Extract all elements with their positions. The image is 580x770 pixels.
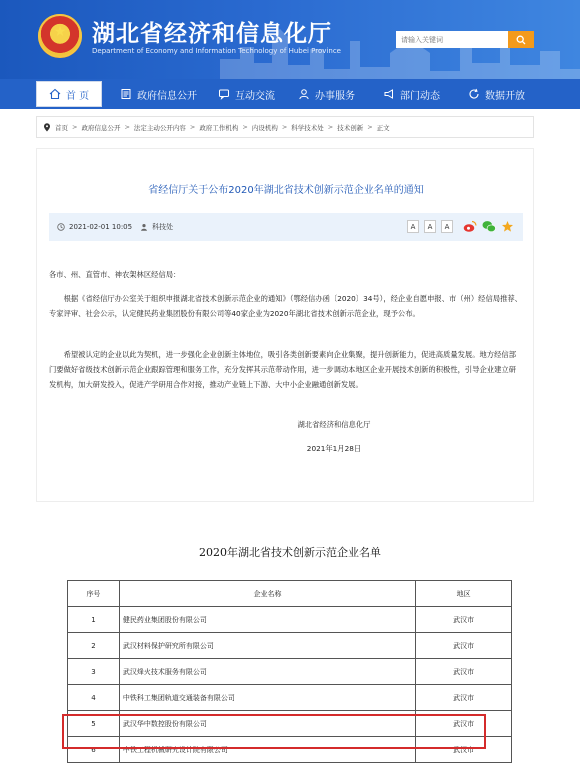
- nav-item-interaction[interactable]: [218, 79, 275, 109]
- refresh-icon: [468, 88, 480, 100]
- row-number: 4: [68, 685, 120, 711]
- signature: 湖北省经济和信息化厅: [297, 420, 371, 429]
- region: 武汉市: [416, 633, 512, 659]
- nav-item-news[interactable]: [383, 79, 440, 109]
- row-number: 5: [68, 711, 120, 737]
- favorite-star-icon[interactable]: [501, 220, 514, 233]
- row-number: 6: [68, 737, 120, 763]
- wechat-share-icon[interactable]: [482, 220, 496, 233]
- table-header-row: [68, 581, 512, 607]
- article-card: [36, 148, 534, 502]
- list-title: 2020年湖北省技术创新示范企业名单: [199, 546, 381, 559]
- company-name: 健民药业集团股份有限公司: [119, 607, 415, 633]
- article-title: 省经信厅关于公布2020年湖北省技术创新示范企业名单的通知: [148, 185, 424, 196]
- site-header: [0, 0, 580, 79]
- row-number: 3: [68, 659, 120, 685]
- nav-label: 互动交流: [235, 90, 275, 102]
- weibo-share-icon[interactable]: [463, 220, 477, 233]
- user-icon: [140, 223, 148, 231]
- site-subtitle: Department of Economy and Information Technology of Hubei Province: [92, 47, 341, 55]
- nav-label: 办事服务: [315, 90, 355, 102]
- nav-label: 部门动态: [400, 90, 440, 102]
- breadcrumb-item[interactable]: 法定主动公开内容: [133, 123, 186, 132]
- salutation: 各市、州、直管市、神农架林区经信局：: [49, 270, 181, 279]
- nav-label: 政府信息公开: [137, 90, 197, 102]
- font-size-large-button[interactable]: A: [407, 220, 419, 233]
- document-icon: [120, 88, 132, 100]
- sign-date: 2021年1月28日: [306, 444, 362, 453]
- column-header: 序号: [68, 581, 120, 607]
- company-name: 武汉材料保护研究所有限公司: [119, 633, 415, 659]
- company-name: 中铁工程机械研究设计院有限公司: [119, 737, 415, 763]
- company-name: 武汉烽火技术服务有限公司: [119, 659, 415, 685]
- region: 武汉市: [416, 659, 512, 685]
- breadcrumb-item[interactable]: 内设机构: [251, 123, 278, 132]
- region: 武汉市: [416, 685, 512, 711]
- chat-icon: [218, 88, 230, 100]
- region: 武汉市: [416, 607, 512, 633]
- clock-icon: [57, 223, 65, 231]
- column-header: 企业名称: [119, 581, 415, 607]
- nav-item-home[interactable]: [36, 81, 102, 107]
- user-icon: [298, 88, 310, 100]
- row-number: 1: [68, 607, 120, 633]
- region: 武汉市: [416, 711, 512, 737]
- table-row: [68, 607, 512, 633]
- breadcrumb-item[interactable]: 技术创新: [337, 123, 364, 132]
- breadcrumb: 首页 > 政府信息公开 > 法定主动公开内容 > 政府工作机构 > 内设机构 > 科学技术处 > 技术创新 > 正文: [36, 116, 534, 138]
- breadcrumb-item[interactable]: 政府信息公开: [81, 123, 121, 132]
- breadcrumb-current: 正文: [376, 123, 390, 132]
- row-number: 2: [68, 633, 120, 659]
- nav-label: 首 页: [65, 90, 90, 102]
- column-header: 地区: [416, 581, 512, 607]
- breadcrumb-item[interactable]: 政府工作机构: [199, 123, 239, 132]
- table-row: [68, 685, 512, 711]
- home-icon: [49, 88, 61, 100]
- article-meta-bar: [49, 213, 523, 241]
- table-row: [68, 659, 512, 685]
- nav-item-open-data[interactable]: [468, 79, 525, 109]
- megaphone-icon: [383, 88, 395, 100]
- nav-label: 数据开放: [485, 90, 525, 102]
- font-size-medium-button[interactable]: A: [424, 220, 436, 233]
- font-size-small-button[interactable]: A: [441, 220, 453, 233]
- highlight-box: [62, 714, 486, 749]
- location-pin-icon: [43, 123, 51, 132]
- nav-item-services[interactable]: [298, 79, 355, 109]
- breadcrumb-item[interactable]: 科学技术处: [291, 123, 324, 132]
- company-name: 中铁科工集团轨道交通装备有限公司: [119, 685, 415, 711]
- national-emblem-icon: [38, 14, 82, 58]
- nav-item-gov-info[interactable]: [120, 79, 197, 109]
- search-button[interactable]: [508, 31, 534, 48]
- paragraph-1: 根据《省经信厅办公室关于组织申报湖北省技术创新示范企业的通知》（鄂经信办函〔2020〕34号），经企业自愿申报、市（州）经信局推荐、专家评审、社会公示，认定健民药业集团股份有限公司等40家企业为2020年湖北省技术创新示范企业，现予公布。: [49, 294, 522, 318]
- site-title: 湖北省经济和信息化厅: [92, 21, 332, 47]
- paragraph-2: 希望被认定的企业以此为契机，进一步强化企业创新主体地位，吸引各类创新要素向企业集聚，提升创新能力，促进高质量发展。地方经信部门要做好省级技术创新示范企业跟踪管理和服务工作，充分发挥其示范带动作用，进一步调动本地区企业开展技术创新的积极性，引导企业建立研发机构，加大研发投入，促进产学研用合作对接，推动产业链上下游、大中小企业融通创新发展。: [49, 350, 516, 389]
- breadcrumb-item[interactable]: 首页: [55, 123, 68, 132]
- search-icon: [516, 35, 526, 45]
- table-row: [68, 633, 512, 659]
- department: 科技处: [152, 223, 174, 231]
- company-name: 武汉华中数控股份有限公司: [119, 711, 415, 737]
- main-nav: [0, 79, 580, 109]
- search-input[interactable]: [396, 31, 508, 48]
- region: 武汉市: [416, 737, 512, 763]
- publish-date: 2021-02-01 10:05: [69, 223, 133, 231]
